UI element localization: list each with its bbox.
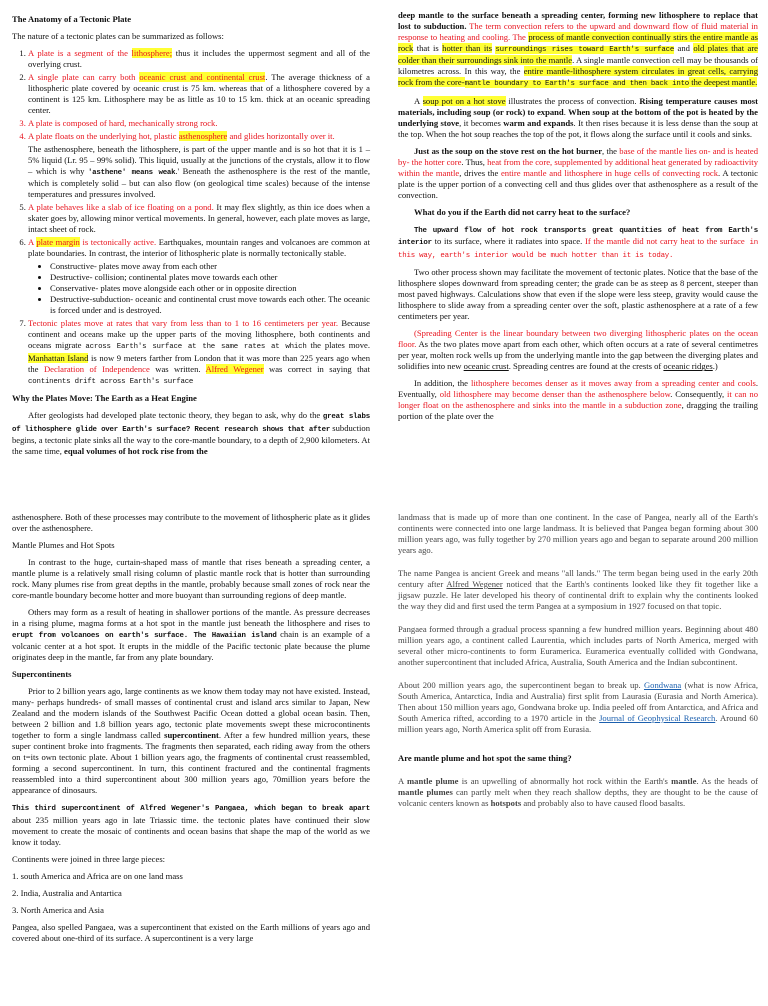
paragraph: asthenosphere. Both of these processes may contribute to the movement of lithospheric plate as it glides over the asthenosphere. bbox=[12, 512, 370, 533]
question-heading: What do you if the Earth did not carry heat to the surface? bbox=[414, 206, 631, 217]
paragraph: Prior to 2 billion years ago, large continents as we know them today may not have existed. Instead, many- perhaps hundreds- of small masses of continental crust and island arcs similar to Japan, New Zealand and the modern islands of the Southwest Pacific Ocean dotted a global ocean basin. Then, between 2 billion and 1.8 billion years ago, tectonic plate movements swept these microcontinents together to form a single landmass called supercontinent. After a few hundred million years, these super continent broke into fragments. The fragments then separated, each riding away from the others on t=its own tectonic plate. About 1 billion years ago, the fragments of continental crust reassembled, forming a second supercontinent. In turn, this continent fractured and the continental fragments reassembled into a third supercontinent about 300 million years ago, 70million years before the appearance of dinosaurs. bbox=[12, 686, 370, 796]
list-item: 6. A plate margin is tectonically active. Earthquakes, mountain ranges and volcanoes are common at plate boundaries. In contrast, the interior of lithospheric plate is normally tectonically stable. • Constructive- plates move away from each other • Destructive- collision; continental plates move towards each other • Conservative- plates move alongside each other or in opposite direction • Destructive-subduction- oceanic and continental crust move towards each other. The oceanic is forced under and is destroyed. bbox=[28, 237, 370, 316]
asthenosphere-note: The asthenosphere, beneath the lithosphere, is part of the upper mantle and is so hot that it is 1 – 5% liquid (Lr. 95 – 99% solid). This liquid, usually at the junctions of the crystals, allow it to flow – which is why 'asthene' means weak.' Beneath the asthenosphere is the rest of the mantle, which is completely solid – but can also flow (on geological time scales) because of the intense temperatures and pressures involved. bbox=[28, 144, 370, 200]
list-item: 3. A plate is composed of hard, mechanically strong rock. bbox=[28, 118, 370, 129]
paragraph: deep mantle to the surface beneath a spreading center, forming new lithosphere to replace that lost to subduction. The term convection refers to the upward and downward flow of fluid material in response to heating and cooling. The process of mantle convection continually stirs the entire mantle as rock that is hotter than its surroundings rises toward Earth's surface and old plates that are colder than their surroundings sink into the mantle. A single mantle convection cell may be thousands of kilometres across. In this way, the entire mantle-lithosphere system circulates in great cells, carrying rock from the core-mantle boundary to Earth's surface and then back into the deepest mantle. bbox=[398, 10, 759, 89]
section-heading: Supercontinents bbox=[12, 669, 72, 680]
paragraph: This third supercontinent of Alfred Wegener's Pangaea, which began to break apart about 235 million years ago in late Triassic time. the tectonic plates have continued their slow movement to create the mosaic of continents and ocean basins that shape the map of the world as we know it today. bbox=[12, 805, 370, 847]
list-item: 2. A single plate can carry both oceanic crust and continental crust. The average thickness of a lithospheric plate covered by oceanic crust is 75 km. whereas that of a lithosphere covered by a continent is 125 km. Lithosphere may be as little as 10 to 15 km. thick at an oceanic spreading center. bbox=[28, 72, 370, 116]
paragraph: Continents were joined in three large pieces: bbox=[12, 853, 166, 864]
list-item: 1. A plate is a segment of the lithosphere; thus it includes the uppermost segment and all of the overlying crust. bbox=[28, 48, 370, 70]
list-item: 2. India, Australia and Antartica bbox=[12, 887, 122, 898]
list-item: 5. A plate behaves like a slab of ice floating on a pond. It may flex slightly, as thin ice does when a skater goes by, allowing minor vertical movements. In general, however, each plate moves as large, intact sheet of rock. bbox=[28, 202, 370, 235]
intro-text: The nature of a tectonic plates can be summarized as follows: bbox=[12, 31, 224, 41]
section-heading: Why the Plates Move: The Earth as a Heat Engine bbox=[12, 393, 197, 404]
page-title: The Anatomy of a Tectonic Plate bbox=[12, 14, 132, 24]
paragraph: Pangaea formed through a gradual process spanning a few hundred million years. Beginning about 480 million years ago, a continent called Laurentia, which includes parts of North America, merged with several other micro-continents to form Euramerica. Euramerica eventually collided with Gondwana, another supercontinent that included Africa, Australia, South America and the Indian subcontinent. bbox=[398, 624, 758, 667]
paragraph: Two other process shown may facilitate the movement of tectonic plates. Notice that the base of the lithosphere slopes downward from spreading center; the grade can be as steep as 8 percent, steeper than most paved highways. Calculations show that even if the slope were less steep, gravity would cause the lithosphere to slide away from a spreading center over the soft, plastic asthenosphere at a rate of a few centimeters per year. bbox=[398, 267, 758, 322]
paragraph: Just as the soup on the stove rest on the hot burner, the base of the mantle lies on- and is heated by- the hotter core. Thus, heat from the core, supplemented by additional heat generated by radioactivity within the mantle, drives the entire mantle and lithosphere in huge cells of convecting rock. A tectonic plate is the upper portion of a convecting cell and thus glides over that asthenosphere as a result of the convection. bbox=[398, 145, 758, 200]
paragraph: landmass that is made up of more than one continent. In the case of Pangea, nearly all of the Earth's continents were connected into one large landmass. It is believed that Pangea began forming about 300 million years ago, was fully together by 270 million years ago and began to separate around 200 million years ago. bbox=[398, 512, 758, 555]
plate-features-list bbox=[12, 48, 370, 387]
question-heading: Are mantle plume and hot spot the same thing? bbox=[398, 753, 572, 763]
page-4 bbox=[384, 504, 768, 1006]
list-item: • Destructive-subduction- oceanic and continental crust move towards each other. The oceanic is forced under and is destroyed. bbox=[50, 294, 370, 316]
paragraph: After geologists had developed plate tectonic theory, they began to ask, why do the great slabs of lithosphere glide over Earth's surface? Recent research shows that after subduction begins, a tectonic plate sinks all the way to the core-mantle boundary, to a depth of 2,900 kilometers. At the same time, equal volumes of hot rock rise from the bbox=[12, 410, 370, 457]
journal-link[interactable]: Journal of Geophysical Research bbox=[599, 713, 716, 723]
page-1 bbox=[0, 0, 384, 504]
list-item: • Conservative- plates move alongside each other or in opposite direction bbox=[50, 283, 370, 294]
paragraph: A soup pot on a hot stove illustrates the process of convection. Rising temperature causes most materials, including soup (or rock) to expand. When soup at the bottom of the pot is heated by the underlying stove, it becomes warm and expands. It then rises because it is less dense than the soup at the top. When the hot soup reaches the top of the pot, it flows along the surface until it cools and sinks. bbox=[398, 95, 758, 139]
list-item: • Destructive- collision; continental plates move towards each other bbox=[50, 272, 370, 283]
paragraph: The name Pangea is ancient Greek and means "all lands." The term began being used in the early 20th century after Alfred Wegener noticed that the Earth's continents looked like they fit together like a jigsaw puzzle. He later developed his theory of continental drift to explain why the continents looked the way they did and first used the term Pangea at a symposium in 1927 focused on that topic. bbox=[398, 568, 758, 611]
paragraph: Others may form as a result of heating in shallower portions of the mantle. As pressure decreases in a rising plume, magma forms at a hot spot in the mantle just beneath the lithosphere and rises to erupt from volcanoes on earth's surface. The Hawaiian island chain is an example of a volcanic center at a hot spot. It erupts in the middle of the Pacific tectonic plate because the plume originates deep in the mantle, far from any plate boundary. bbox=[12, 607, 370, 663]
list-item: • Constructive- plates move away from each other bbox=[50, 261, 370, 272]
paragraph: A mantle plume is an upwelling of abnormally hot rock within the Earth's mantle. As the heads of mantle plumes can partly melt when they reach shallow depths, they are thought to be the cause of volcanic centers known as hotspots and probably also to have caused flood basalts. bbox=[398, 776, 759, 808]
paragraph: About 200 million years ago, the supercontinent began to break up. Gondwana (what is now Africa, South America, Antarctica, India and Australia) first split from Laurasia (Eurasia and North America). Then about 150 million years ago, Gondwana broke up. India peeled off from Antarctica, and Africa and South America rifted, according to a 1970 article in the Journal of Geophysical Research. Around 60 million years ago, North America split off from Eurasia. bbox=[398, 680, 758, 734]
page-2 bbox=[384, 0, 768, 504]
paragraph: (Spreading Center is the linear boundary between two diverging lithospheric plates on the ocean floor. As the two plates move apart from each other, which often occurs at a rate of several centimetres per year, molten rock wells up from the underlying mantle into the gap between the diverging plates and solidifies into new oceanic crust. Spreading centres are found at the crests of oceanic ridges.) bbox=[398, 328, 758, 372]
boundary-types-list bbox=[28, 261, 370, 316]
list-item: 3. North America and Asia bbox=[12, 904, 104, 915]
list-item: 1. south America and Africa are on one land mass bbox=[12, 870, 183, 881]
paragraph: In addition, the lithosphere becomes denser as it moves away from a spreading center and cools. Eventually, old lithosphere may become denser than the asthenosphere below. Consequently, it can no longer float on the asthenosphere and sinks into the mantle in a subduction zone, dragging the trailing portion of the plate over the bbox=[398, 378, 759, 422]
paragraph: In contrast to the huge, curtain-shaped mass of mantle that rises beneath a spreading center, a mantle plume is a relatively small rising column of plastic mantle rock that is hotter than surrounding rock. Many plumes rise from great depths in the mantle, probably because small zones of rock near the core-mantle boundary become hotter and more buoyant than surrounding regions of deep mantle. bbox=[12, 557, 370, 600]
list-item: 4. A plate floats on the underlying hot, plastic asthenosphere and glides horizontally over it. The asthenosphere, beneath the lithosphere, is part of the upper mantle and is so hot that it is 1 – 5% liquid (Lr. 95 – 99% solid). This liquid, usually at the junctions of the crystals, allow it to flow – which is why 'asthene' means weak.' Beneath the asthenosphere is the rest of the mantle, which is completely solid – but can also flow (on geological time scales) because of the intense temperatures and pressures involved. bbox=[28, 131, 370, 200]
wegener-link[interactable]: Alfred Wegener bbox=[446, 579, 503, 589]
section-heading: Mantle Plumes and Hot Spots bbox=[12, 540, 115, 550]
paragraph: Pangea, also spelled Pangaea, was a supercontinent that existed on the Earth millions of years ago and covered about one-third of its surface. A supercontinent is a very large bbox=[12, 921, 370, 943]
gondwana-link[interactable]: Gondwana bbox=[643, 680, 682, 690]
page-3 bbox=[0, 504, 384, 1006]
list-item: 7. Tectonic plates move at rates that vary from less than to 1 to 16 centimeters per year. Because continent and oceans make up the upper parts of the moving lithosphere, both continents and oceans migrate across Earth's surface at the same rates at which the plates move. Manhattan Island is now 9 meters farther from London that it was more than 225 years ago when the Declaration of Independence was written. Alfred Wegener was correct in saying that continents drift across Earth's surface bbox=[28, 318, 370, 387]
paragraph: The upward flow of hot rock transports great quantities of heat from Earth's interior to its surface, where it radiates into space. If the mantle did not carry heat to the surface in this way, earth's interior would be much hotter than it is today. bbox=[398, 226, 758, 260]
